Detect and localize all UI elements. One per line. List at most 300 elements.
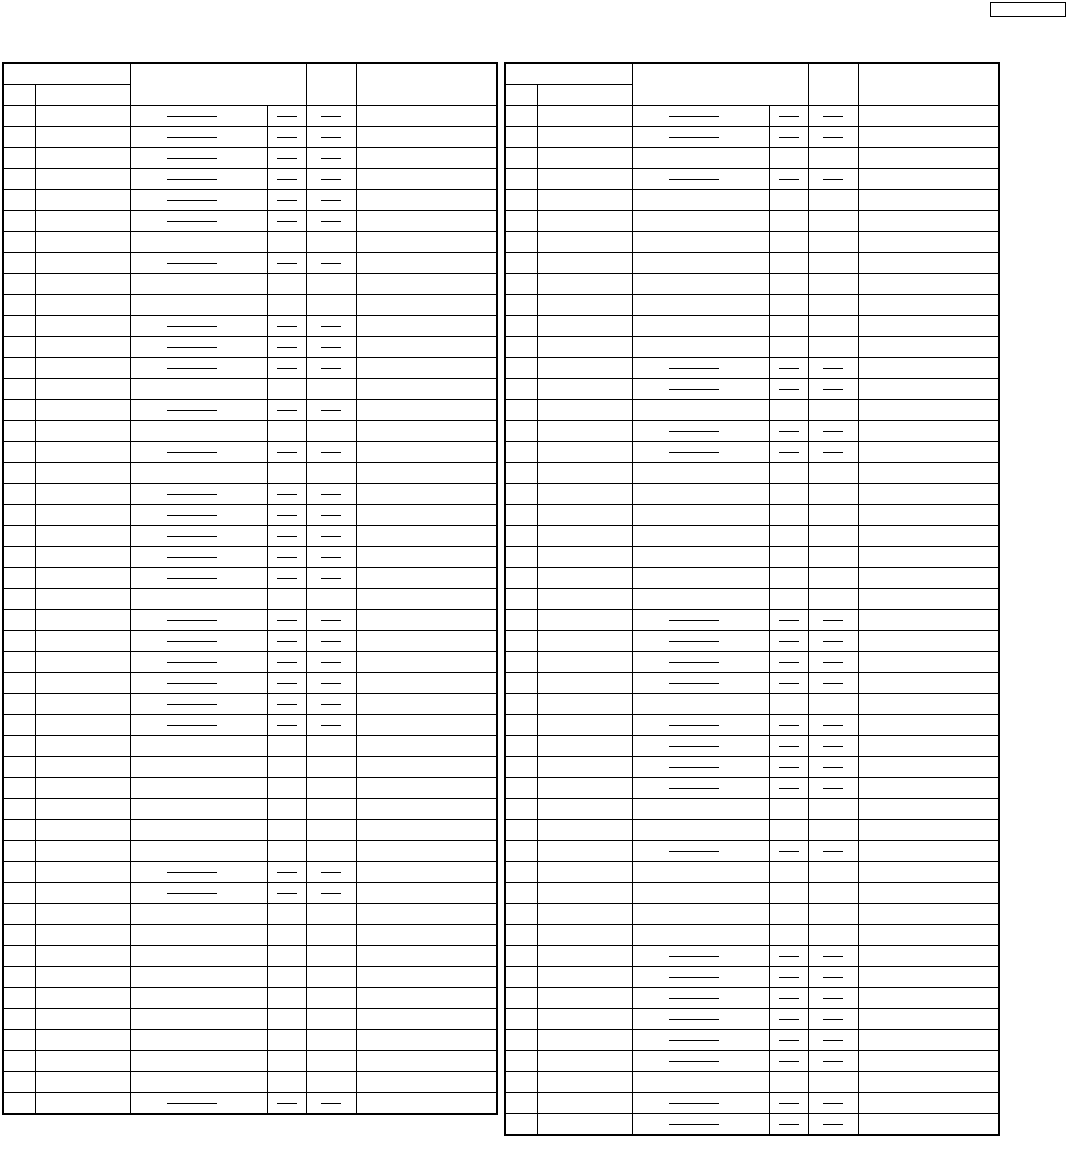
table-row bbox=[3, 526, 497, 547]
table-row bbox=[3, 568, 497, 589]
level-cell bbox=[769, 400, 808, 421]
description-cell bbox=[858, 295, 999, 316]
pin-number-cell bbox=[3, 358, 35, 379]
level-cell bbox=[267, 421, 306, 442]
header-pin-no-cell bbox=[3, 85, 35, 106]
overline-bar bbox=[321, 263, 341, 264]
overline-bar bbox=[167, 1103, 217, 1104]
overline-bar bbox=[277, 179, 297, 180]
io-cell bbox=[808, 1093, 858, 1114]
description-cell bbox=[356, 526, 497, 547]
description-cell bbox=[858, 841, 999, 862]
overline-bar bbox=[779, 767, 799, 768]
level-cell bbox=[769, 547, 808, 568]
io-cell bbox=[306, 421, 356, 442]
overline-bar bbox=[779, 179, 799, 180]
function-cell bbox=[632, 526, 769, 547]
pin-name-cell bbox=[537, 1009, 632, 1030]
io-cell bbox=[808, 316, 858, 337]
overline-bar bbox=[779, 746, 799, 747]
level-cell bbox=[267, 841, 306, 862]
pin-number-cell bbox=[505, 442, 537, 463]
io-cell bbox=[808, 736, 858, 757]
level-cell bbox=[769, 484, 808, 505]
pin-name-cell bbox=[537, 526, 632, 547]
pin-name-cell bbox=[35, 379, 130, 400]
level-cell bbox=[267, 127, 306, 148]
function-cell bbox=[632, 883, 769, 904]
table-row bbox=[505, 421, 999, 442]
io-cell bbox=[808, 127, 858, 148]
level-cell bbox=[267, 1009, 306, 1030]
level-cell bbox=[267, 316, 306, 337]
table-row bbox=[3, 211, 497, 232]
table-row bbox=[505, 778, 999, 799]
overline-bar bbox=[167, 179, 217, 180]
overline-bar bbox=[669, 998, 719, 999]
overline-bar bbox=[167, 116, 217, 117]
header-row bbox=[505, 63, 999, 85]
function-cell bbox=[632, 841, 769, 862]
description-cell bbox=[858, 526, 999, 547]
function-cell bbox=[130, 1093, 267, 1115]
table-row bbox=[3, 148, 497, 169]
overline-bar bbox=[779, 368, 799, 369]
level-cell bbox=[267, 673, 306, 694]
function-cell bbox=[632, 148, 769, 169]
pin-number-cell bbox=[505, 799, 537, 820]
overline-bar bbox=[779, 389, 799, 390]
overline-bar bbox=[321, 641, 341, 642]
function-cell bbox=[632, 631, 769, 652]
pin-number-cell bbox=[3, 1009, 35, 1030]
description-cell bbox=[858, 1030, 999, 1051]
pin-name-cell bbox=[35, 967, 130, 988]
pin-number-cell bbox=[3, 967, 35, 988]
io-cell bbox=[808, 337, 858, 358]
pin-table-left-body bbox=[3, 63, 497, 1114]
pin-number-cell bbox=[505, 400, 537, 421]
pin-number-cell bbox=[3, 547, 35, 568]
level-cell bbox=[267, 862, 306, 883]
description-cell bbox=[858, 421, 999, 442]
pin-name-cell bbox=[35, 526, 130, 547]
io-cell bbox=[306, 841, 356, 862]
function-cell bbox=[632, 694, 769, 715]
table-row bbox=[505, 106, 999, 127]
level-cell bbox=[769, 1030, 808, 1051]
table-row bbox=[505, 631, 999, 652]
pin-number-cell bbox=[3, 253, 35, 274]
pin-name-cell bbox=[35, 778, 130, 799]
level-cell bbox=[267, 463, 306, 484]
table-row bbox=[505, 442, 999, 463]
io-cell bbox=[808, 652, 858, 673]
table-row bbox=[3, 967, 497, 988]
overline-bar bbox=[321, 557, 341, 558]
io-cell bbox=[306, 820, 356, 841]
pin-name-cell bbox=[35, 757, 130, 778]
io-cell bbox=[808, 1009, 858, 1030]
table-row bbox=[505, 757, 999, 778]
function-cell bbox=[130, 106, 267, 127]
overline-bar bbox=[823, 662, 843, 663]
pin-name-cell bbox=[35, 1030, 130, 1051]
pin-number-cell bbox=[3, 631, 35, 652]
io-cell bbox=[306, 127, 356, 148]
pin-number-cell bbox=[3, 610, 35, 631]
io-cell bbox=[306, 337, 356, 358]
overline-bar bbox=[277, 263, 297, 264]
table-row bbox=[3, 484, 497, 505]
function-cell bbox=[130, 1030, 267, 1051]
level-cell bbox=[769, 568, 808, 589]
overline-bar bbox=[277, 704, 297, 705]
pin-number-cell bbox=[505, 925, 537, 946]
description-cell bbox=[858, 190, 999, 211]
pin-name-cell bbox=[537, 295, 632, 316]
table-row bbox=[505, 169, 999, 190]
function-cell bbox=[632, 946, 769, 967]
overline-bar bbox=[669, 116, 719, 117]
pin-number-cell bbox=[3, 421, 35, 442]
overline-bar bbox=[321, 620, 341, 621]
overline-bar bbox=[277, 137, 297, 138]
level-cell bbox=[267, 148, 306, 169]
function-cell bbox=[130, 883, 267, 904]
table-row bbox=[505, 1051, 999, 1072]
pin-name-cell bbox=[35, 883, 130, 904]
overline-bar bbox=[277, 536, 297, 537]
pin-number-cell bbox=[3, 673, 35, 694]
table-row bbox=[505, 694, 999, 715]
overline-bar bbox=[167, 641, 217, 642]
header-group-cell bbox=[505, 63, 632, 85]
level-cell bbox=[769, 190, 808, 211]
pin-name-cell bbox=[35, 841, 130, 862]
overline-bar bbox=[823, 767, 843, 768]
pin-number-cell bbox=[3, 568, 35, 589]
table-row bbox=[505, 820, 999, 841]
level-cell bbox=[267, 904, 306, 925]
level-cell bbox=[267, 757, 306, 778]
table-row bbox=[3, 463, 497, 484]
io-cell bbox=[808, 589, 858, 610]
overline-bar bbox=[321, 326, 341, 327]
function-cell bbox=[130, 862, 267, 883]
io-cell bbox=[306, 589, 356, 610]
overline-bar bbox=[321, 347, 341, 348]
level-cell bbox=[267, 547, 306, 568]
pin-name-cell bbox=[35, 316, 130, 337]
description-cell bbox=[858, 694, 999, 715]
level-cell bbox=[267, 946, 306, 967]
pin-name-cell bbox=[35, 736, 130, 757]
overline-bar bbox=[823, 977, 843, 978]
description-cell bbox=[356, 715, 497, 736]
pin-name-cell bbox=[537, 421, 632, 442]
overline-bar bbox=[321, 515, 341, 516]
level-cell bbox=[267, 379, 306, 400]
level-cell bbox=[769, 337, 808, 358]
pin-number-cell bbox=[3, 379, 35, 400]
description-cell bbox=[858, 652, 999, 673]
pin-name-cell bbox=[35, 190, 130, 211]
description-cell bbox=[858, 568, 999, 589]
overline-bar bbox=[321, 221, 341, 222]
table-row bbox=[505, 946, 999, 967]
overline-bar bbox=[321, 137, 341, 138]
level-cell bbox=[267, 211, 306, 232]
level-cell bbox=[267, 442, 306, 463]
level-cell bbox=[769, 652, 808, 673]
level-cell bbox=[267, 1093, 306, 1115]
io-cell bbox=[808, 148, 858, 169]
level-cell bbox=[769, 946, 808, 967]
level-cell bbox=[267, 106, 306, 127]
description-cell bbox=[356, 379, 497, 400]
description-cell bbox=[356, 904, 497, 925]
description-cell bbox=[356, 421, 497, 442]
table-row bbox=[505, 568, 999, 589]
description-cell bbox=[356, 232, 497, 253]
description-cell bbox=[356, 316, 497, 337]
overline-bar bbox=[779, 431, 799, 432]
function-cell bbox=[632, 316, 769, 337]
description-cell bbox=[858, 631, 999, 652]
io-cell bbox=[808, 967, 858, 988]
io-cell bbox=[808, 820, 858, 841]
overline-bar bbox=[779, 788, 799, 789]
overline-bar bbox=[779, 851, 799, 852]
overline-bar bbox=[823, 1019, 843, 1020]
function-cell bbox=[632, 652, 769, 673]
header-group-cell bbox=[3, 63, 130, 85]
io-cell bbox=[808, 988, 858, 1009]
pin-name-cell bbox=[537, 736, 632, 757]
description-cell bbox=[858, 211, 999, 232]
io-cell bbox=[306, 400, 356, 421]
overline-bar bbox=[779, 1040, 799, 1041]
overline-bar bbox=[321, 1103, 341, 1104]
function-cell bbox=[632, 400, 769, 421]
overline-bar bbox=[277, 515, 297, 516]
overline-bar bbox=[277, 578, 297, 579]
function-cell bbox=[632, 862, 769, 883]
description-cell bbox=[858, 799, 999, 820]
io-cell bbox=[808, 757, 858, 778]
table-row bbox=[3, 400, 497, 421]
level-cell bbox=[769, 379, 808, 400]
level-cell bbox=[769, 883, 808, 904]
pin-name-cell bbox=[35, 946, 130, 967]
level-cell bbox=[267, 883, 306, 904]
overline-bar bbox=[823, 641, 843, 642]
description-cell bbox=[356, 799, 497, 820]
header-pin-no-cell bbox=[505, 85, 537, 106]
pin-number-cell bbox=[505, 337, 537, 358]
level-cell bbox=[769, 862, 808, 883]
overline-bar bbox=[167, 683, 217, 684]
overline-bar bbox=[669, 1103, 719, 1104]
table-row bbox=[3, 652, 497, 673]
description-cell bbox=[356, 862, 497, 883]
io-cell bbox=[808, 1051, 858, 1072]
overline-bar bbox=[669, 956, 719, 957]
pin-name-cell bbox=[537, 925, 632, 946]
io-cell bbox=[808, 379, 858, 400]
function-cell bbox=[130, 841, 267, 862]
pin-number-cell bbox=[3, 757, 35, 778]
pin-number-cell bbox=[505, 421, 537, 442]
function-cell bbox=[130, 673, 267, 694]
overline-bar bbox=[167, 662, 217, 663]
io-cell bbox=[306, 1009, 356, 1030]
function-cell bbox=[632, 547, 769, 568]
level-cell bbox=[769, 904, 808, 925]
pin-name-cell bbox=[537, 1051, 632, 1072]
io-cell bbox=[306, 946, 356, 967]
overline-bar bbox=[823, 788, 843, 789]
pin-number-cell bbox=[505, 463, 537, 484]
overline-bar bbox=[823, 725, 843, 726]
overline-bar bbox=[823, 452, 843, 453]
overline-bar bbox=[321, 683, 341, 684]
table-row bbox=[505, 652, 999, 673]
level-cell bbox=[267, 778, 306, 799]
pin-number-cell bbox=[505, 232, 537, 253]
io-cell bbox=[808, 505, 858, 526]
io-cell bbox=[808, 169, 858, 190]
level-cell bbox=[769, 589, 808, 610]
io-cell bbox=[306, 652, 356, 673]
io-cell bbox=[306, 1051, 356, 1072]
level-cell bbox=[267, 988, 306, 1009]
pin-name-cell bbox=[537, 148, 632, 169]
table-row bbox=[505, 841, 999, 862]
table-row bbox=[3, 127, 497, 148]
overline-bar bbox=[779, 1019, 799, 1020]
pin-name-cell bbox=[537, 757, 632, 778]
pin-name-cell bbox=[537, 799, 632, 820]
description-cell bbox=[356, 127, 497, 148]
description-cell bbox=[858, 253, 999, 274]
function-cell bbox=[632, 1030, 769, 1051]
pin-number-cell bbox=[3, 862, 35, 883]
pin-name-cell bbox=[537, 1093, 632, 1114]
pin-number-cell bbox=[3, 925, 35, 946]
function-cell bbox=[632, 274, 769, 295]
table-row bbox=[3, 1051, 497, 1072]
description-cell bbox=[858, 1072, 999, 1093]
io-cell bbox=[306, 694, 356, 715]
description-cell bbox=[858, 358, 999, 379]
level-cell bbox=[267, 1051, 306, 1072]
function-cell bbox=[130, 1051, 267, 1072]
function-cell bbox=[632, 1051, 769, 1072]
io-cell bbox=[808, 778, 858, 799]
function-cell bbox=[130, 463, 267, 484]
overline-bar bbox=[167, 557, 217, 558]
table-row bbox=[505, 862, 999, 883]
table-row bbox=[505, 379, 999, 400]
table-row bbox=[505, 715, 999, 736]
level-cell bbox=[769, 778, 808, 799]
table-row bbox=[505, 253, 999, 274]
level-cell bbox=[769, 694, 808, 715]
function-cell bbox=[130, 400, 267, 421]
description-cell bbox=[356, 190, 497, 211]
level-cell bbox=[769, 232, 808, 253]
description-cell bbox=[858, 1009, 999, 1030]
overline-bar bbox=[277, 494, 297, 495]
pin-table-right bbox=[504, 62, 1000, 1136]
function-cell bbox=[632, 1072, 769, 1093]
function-cell bbox=[130, 526, 267, 547]
description-cell bbox=[858, 1093, 999, 1114]
description-cell bbox=[858, 946, 999, 967]
level-cell bbox=[769, 1009, 808, 1030]
description-cell bbox=[356, 778, 497, 799]
pin-name-cell bbox=[35, 421, 130, 442]
table-row bbox=[3, 358, 497, 379]
io-cell bbox=[306, 211, 356, 232]
io-cell bbox=[306, 736, 356, 757]
io-cell bbox=[306, 799, 356, 820]
io-cell bbox=[306, 232, 356, 253]
level-cell bbox=[267, 967, 306, 988]
pin-number-cell bbox=[505, 106, 537, 127]
overline-bar bbox=[321, 578, 341, 579]
description-cell bbox=[356, 148, 497, 169]
overline-bar bbox=[321, 662, 341, 663]
function-cell bbox=[632, 484, 769, 505]
overline-bar bbox=[779, 1124, 799, 1125]
description-cell bbox=[858, 715, 999, 736]
function-cell bbox=[632, 1114, 769, 1136]
pin-number-cell bbox=[3, 1030, 35, 1051]
overline-bar bbox=[823, 851, 843, 852]
pin-number-cell bbox=[3, 820, 35, 841]
io-cell bbox=[808, 715, 858, 736]
description-cell bbox=[356, 442, 497, 463]
function-cell bbox=[632, 736, 769, 757]
function-cell bbox=[632, 988, 769, 1009]
pin-name-cell bbox=[35, 799, 130, 820]
overline-bar bbox=[779, 137, 799, 138]
level-cell bbox=[267, 253, 306, 274]
description-cell bbox=[858, 505, 999, 526]
description-cell bbox=[858, 232, 999, 253]
pin-name-cell bbox=[35, 1051, 130, 1072]
table-row bbox=[505, 232, 999, 253]
io-cell bbox=[306, 463, 356, 484]
io-cell bbox=[808, 253, 858, 274]
overline-bar bbox=[321, 704, 341, 705]
io-cell bbox=[306, 1030, 356, 1051]
table-row bbox=[505, 484, 999, 505]
io-cell bbox=[808, 232, 858, 253]
function-cell bbox=[130, 337, 267, 358]
table-row bbox=[505, 967, 999, 988]
description-cell bbox=[858, 274, 999, 295]
function-cell bbox=[632, 715, 769, 736]
pin-number-cell bbox=[505, 190, 537, 211]
pin-name-cell bbox=[35, 568, 130, 589]
level-cell bbox=[769, 253, 808, 274]
io-cell bbox=[306, 505, 356, 526]
pin-name-cell bbox=[537, 778, 632, 799]
